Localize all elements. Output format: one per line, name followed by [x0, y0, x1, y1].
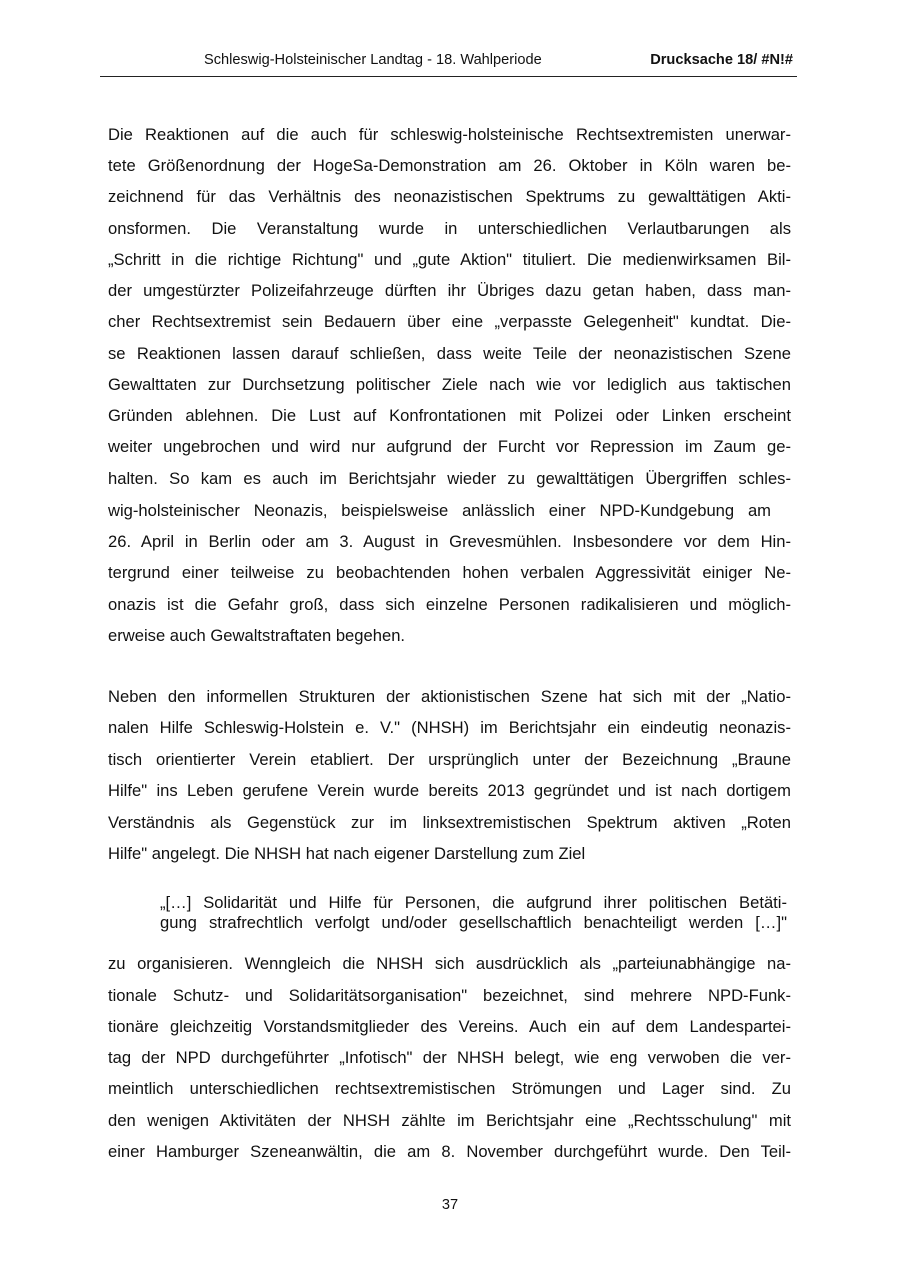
text-line: einer Hamburger Szeneanwältin, die am 8. November durchgeführt wurde. Den Teil- [108, 1142, 791, 1161]
text-line: tete Größenordnung der HogeSa-Demonstration am 26. Oktober in Köln waren be- [108, 156, 791, 175]
text-line: Die Reaktionen auf die auch für schleswig-holsteinische Rechtsextremisten unerwar- [108, 125, 791, 144]
text-line: tionale Schutz- und Solidaritätsorganisation" bezeichnet, sind mehrere NPD-Funk- [108, 986, 791, 1005]
text-line: tisch orientierter Verein etabliert. Der ursprünglich unter der Bezeichnung „Braune [108, 750, 791, 769]
text-line: zu organisieren. Wenngleich die NHSH sich ausdrücklich als „parteiunabhängige na- [108, 954, 791, 973]
text-line: wig-holsteinischer Neonazis, beispielsweise anlässlich einer NPD-Kundgebung am [108, 501, 771, 520]
text-line: 26. April in Berlin oder am 3. August in Grevesmühlen. Insbesondere vor dem Hin- [108, 532, 791, 551]
page-number: 37 [441, 1197, 459, 1213]
text-line: Hilfe" ins Leben gerufene Verein wurde bereits 2013 gegründet und ist nach dortigem [108, 781, 791, 800]
text-line: erweise auch Gewaltstraftaten begehen. [108, 626, 406, 645]
text-line: zeichnend für das Verhältnis des neonazistischen Spektrums zu gewalttätigen Akti- [108, 187, 791, 206]
text-line: onazis ist die Gefahr groß, dass sich einzelne Personen radikalisieren und möglich- [108, 595, 791, 614]
text-line: weiter ungebrochen und wird nur aufgrund der Furcht vor Repression im Zaum ge- [108, 437, 791, 456]
text-line: onsformen. Die Veranstaltung wurde in unterschiedlichen Verlautbarungen als [108, 219, 791, 238]
text-line: halten. So kam es auch im Berichtsjahr wieder zu gewalttätigen Übergriffen schles- [108, 469, 791, 488]
text-line: den wenigen Aktivitäten der NHSH zählte im Berichtsjahr eine „Rechtsschulung" mit [108, 1111, 791, 1130]
document-number: Drucksache 18/ #N!# [650, 52, 793, 68]
text-line: Gründen ablehnen. Die Lust auf Konfrontationen mit Polizei oder Linken erscheint [108, 406, 791, 425]
text-line: cher Rechtsextremist sein Bedauern über eine „verpasste Gelegenheit" kundtat. Die- [108, 312, 791, 331]
text-line: se Reaktionen lassen darauf schließen, dass weite Teile der neonazistischen Szene [108, 344, 791, 363]
text-line: tionäre gleichzeitig Vorstandsmitglieder des Vereins. Auch ein auf dem Landespartei- [108, 1017, 791, 1036]
text-line: nalen Hilfe Schleswig-Holstein e. V." (NHSH) im Berichtsjahr ein eindeutig neonazis- [108, 718, 791, 737]
text-line: meintlich unterschiedlichen rechtsextremistischen Strömungen und Lager sind. Zu [108, 1079, 791, 1098]
text-line: Neben den informellen Strukturen der aktionistischen Szene hat sich mit der „Natio- [108, 687, 791, 706]
text-line: Hilfe" angelegt. Die NHSH hat nach eigener Darstellung zum Ziel [108, 844, 586, 863]
text-line: tergrund einer teilweise zu beobachtenden hohen verbalen Aggressivität einiger Ne- [108, 563, 791, 582]
text-line: „Schritt in die richtige Richtung" und „gute Aktion" tituliert. Die medienwirksamen Bil- [108, 250, 791, 269]
text-line: Gewalttaten zur Durchsetzung politischer Ziele nach wie vor lediglich aus taktischen [108, 375, 791, 394]
text-line: tag der NPD durchgeführter „Infotisch" der NHSH belegt, wie eng verwoben die ver- [108, 1048, 791, 1067]
quote-line: gung strafrechtlich verfolgt und/oder gesellschaftlich benachteiligt werden […]" [160, 913, 787, 932]
page-header [100, 51, 797, 77]
quote-line: „[…] Solidarität und Hilfe für Personen, die aufgrund ihrer politischen Betäti- [160, 893, 787, 912]
header-title: Schleswig-Holsteinischer Landtag - 18. Wahlperiode [204, 52, 542, 68]
text-line: der umgestürzter Polizeifahrzeuge dürften ihr Übriges dazu getan haben, dass man- [108, 281, 791, 300]
text-line: Verständnis als Gegenstück zur im linksextremistischen Spektrum aktiven „Roten [108, 813, 791, 832]
